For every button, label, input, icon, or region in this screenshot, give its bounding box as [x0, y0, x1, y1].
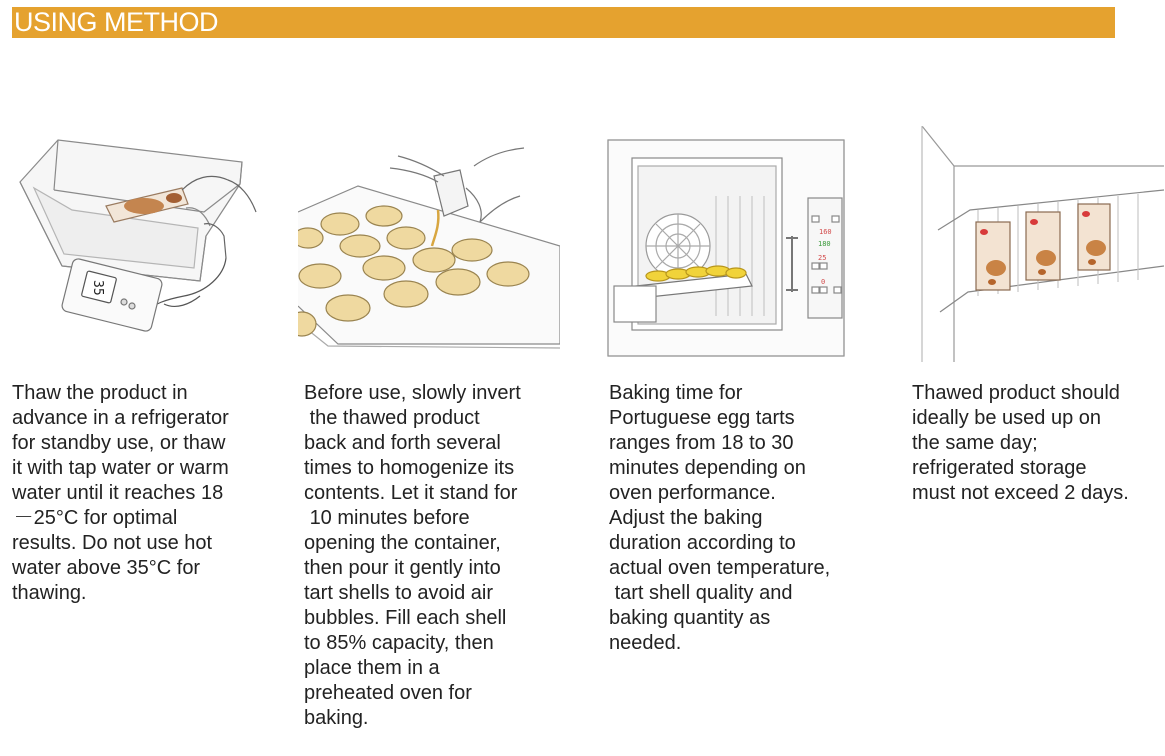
thermometer-reading: 35 [90, 280, 105, 296]
section-title: USING METHOD [14, 7, 219, 37]
oven-display-1: 160 [819, 228, 832, 236]
step-4-instructions: Thawed product should ideally be used up on the same day; refrigerated storage must not exceed 2 days. [912, 382, 1129, 504]
oven-display-4: 0 [821, 278, 826, 286]
refrigerator-storage-illustration [918, 126, 1164, 362]
oven-display-2: 180 [818, 240, 831, 248]
oven-baking-illustration [606, 126, 851, 362]
section-header-bar [12, 7, 1115, 38]
oven-display-3: 25 [818, 254, 827, 262]
step-1-instructions: Thaw the product in advance in a refrigerator for standby use, or thaw it with tap water or warm water until it reaches 18 －25°C for optimal results. Do not use hot water above 35°C for thawing. [12, 382, 229, 604]
step-2-instructions: Before use, slowly invert the thawed product back and forth several times to homogenize its contents. Let it stand for 10 minutes before opening the container, then pour it gently into tart shells to avoid air bubbles. Fill each shell to 85% capacity, then place them in a preheated oven for baking. [304, 382, 521, 729]
hand-thermometer-basin-illustration [14, 126, 264, 362]
pouring-into-tart-shells-illustration [298, 126, 560, 362]
step-3-instructions: Baking time for Portuguese egg tarts ranges from 18 to 30 minutes depending on oven performance. Adjust the baking duration according to actual oven temperature, tart shell quality and baking quantity as needed. [609, 382, 831, 654]
